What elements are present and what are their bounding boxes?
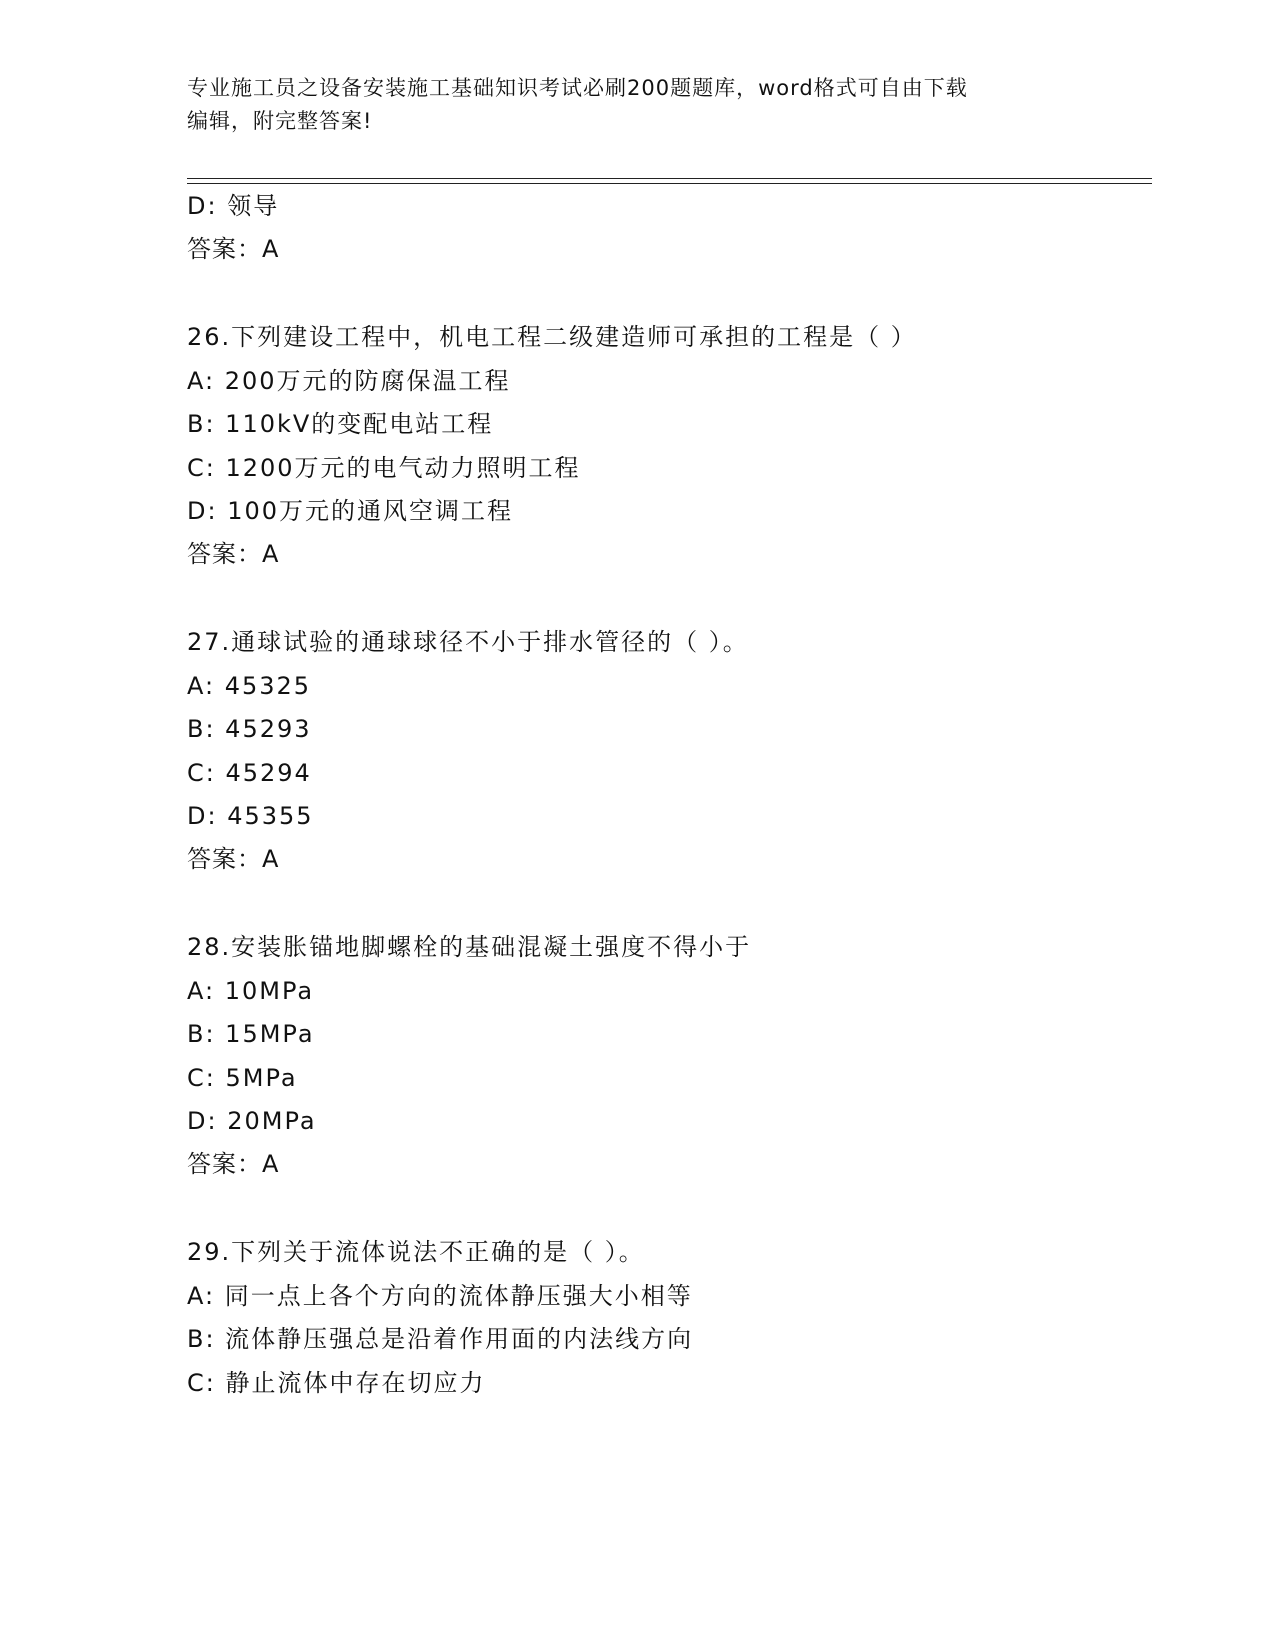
header-line-2: 编辑，附完整答案! (187, 109, 373, 133)
option-line: D: 20MPa (187, 1107, 317, 1135)
question-line: 29.下列关于流体说法不正确的是（ ）。 (187, 1238, 645, 1266)
option-line: C: 45294 (187, 759, 312, 787)
option-line: D: 100万元的通风空调工程 (187, 497, 514, 525)
option-line: A: 200万元的防腐保温工程 (187, 367, 511, 395)
option-line: C: 5MPa (187, 1064, 298, 1092)
option-line: B: 45293 (187, 715, 312, 743)
answer-line: 答案：A (187, 235, 280, 263)
option-line: A: 同一点上各个方向的流体静压强大小相等 (187, 1282, 693, 1310)
answer-line: 答案：A (187, 540, 280, 568)
option-line: A: 45325 (187, 672, 312, 700)
header-line-1: 专业施工员之设备安装施工基础知识考试必刷200题题库，word格式可自由下载 (187, 76, 968, 100)
document-header (187, 72, 1087, 138)
option-line: B: 15MPa (187, 1020, 315, 1048)
option-line: A: 10MPa (187, 977, 315, 1005)
question-line: 26.下列建设工程中，机电工程二级建造师可承担的工程是（ ） (187, 323, 917, 351)
option-line: C: 静止流体中存在切应力 (187, 1369, 486, 1397)
option-line: C: 1200万元的电气动力照明工程 (187, 454, 581, 482)
question-line: 27.通球试验的通球球径不小于排水管径的（ ）。 (187, 628, 749, 656)
option-line: B: 流体静压强总是沿着作用面的内法线方向 (187, 1325, 694, 1353)
option-line: B: 110kV的变配电站工程 (187, 410, 494, 438)
answer-line: 答案：A (187, 1150, 280, 1178)
option-line: D: 领导 (187, 192, 280, 220)
question-line: 28.安装胀锚地脚螺栓的基础混凝土强度不得小于 (187, 933, 752, 961)
header-divider-bottom (187, 183, 1152, 184)
header-divider-top (187, 178, 1152, 179)
answer-line: 答案：A (187, 845, 280, 873)
option-line: D: 45355 (187, 802, 314, 830)
